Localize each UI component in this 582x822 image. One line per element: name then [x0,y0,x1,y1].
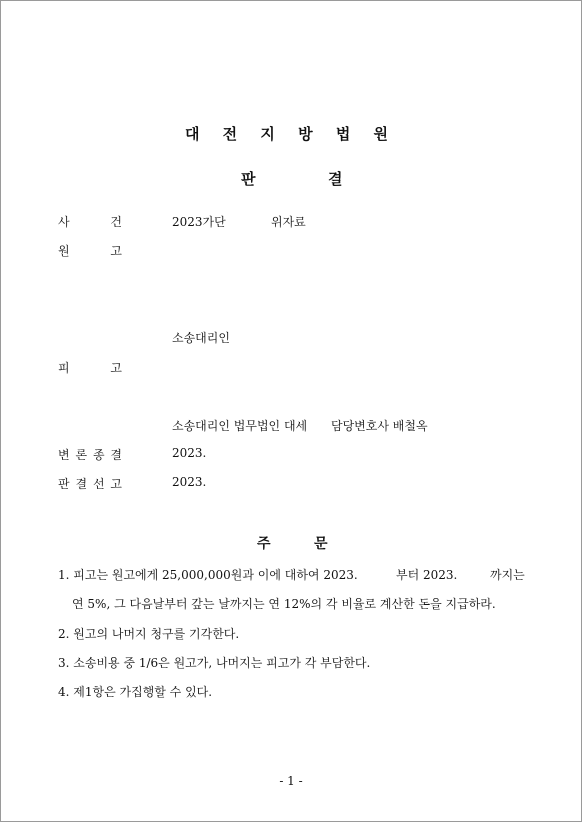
order-head-left: 주 [257,536,271,552]
doc-type-right: 결 [328,170,343,188]
ruling-date: 2023. [172,475,207,489]
order-1-line-2: 연 5%, 그 다음날부터 갚는 날까지는 연 12%의 각 비율로 계산한 돈을 지급하라. [72,597,496,611]
order-3: 3. 소송비용 중 1/6은 원고가, 나머지는 피고가 각 부담한다. [58,656,371,670]
doc-type-left: 판 [241,170,256,188]
case-label: 사 건 [58,215,122,229]
order-1-part-b: 부터 2023. [396,568,458,582]
plaintiff-label: 원 고 [58,244,122,258]
case-number: 2023가단 [172,215,226,229]
defendant-label: 피 고 [58,361,122,375]
closing-date: 2023. [172,446,207,460]
order-head-right: 문 [314,536,328,552]
defendant-agent: 소송대리인 법무법인 대세 [172,419,308,433]
plaintiff-agent: 소송대리인 [172,331,230,345]
order-1-part-a: 1. 피고는 원고에게 25,000,000원과 이에 대하여 2023. [58,568,358,582]
case-name: 위자료 [271,215,306,229]
order-4: 4. 제1항은 가집행할 수 있다. [58,685,213,699]
court-name: 대 전 지 방 법 원 [184,125,398,143]
closing-label: 변 론 종 결 [58,448,122,462]
order-1-part-c: 까지는 [490,568,525,582]
order-2: 2. 원고의 나머지 청구를 기각한다. [58,627,240,641]
defendant-lawyer: 담당변호사 배철옥 [331,419,428,433]
ruling-label: 판 결 선 고 [58,477,122,491]
page-number: - 1 - [279,774,303,788]
